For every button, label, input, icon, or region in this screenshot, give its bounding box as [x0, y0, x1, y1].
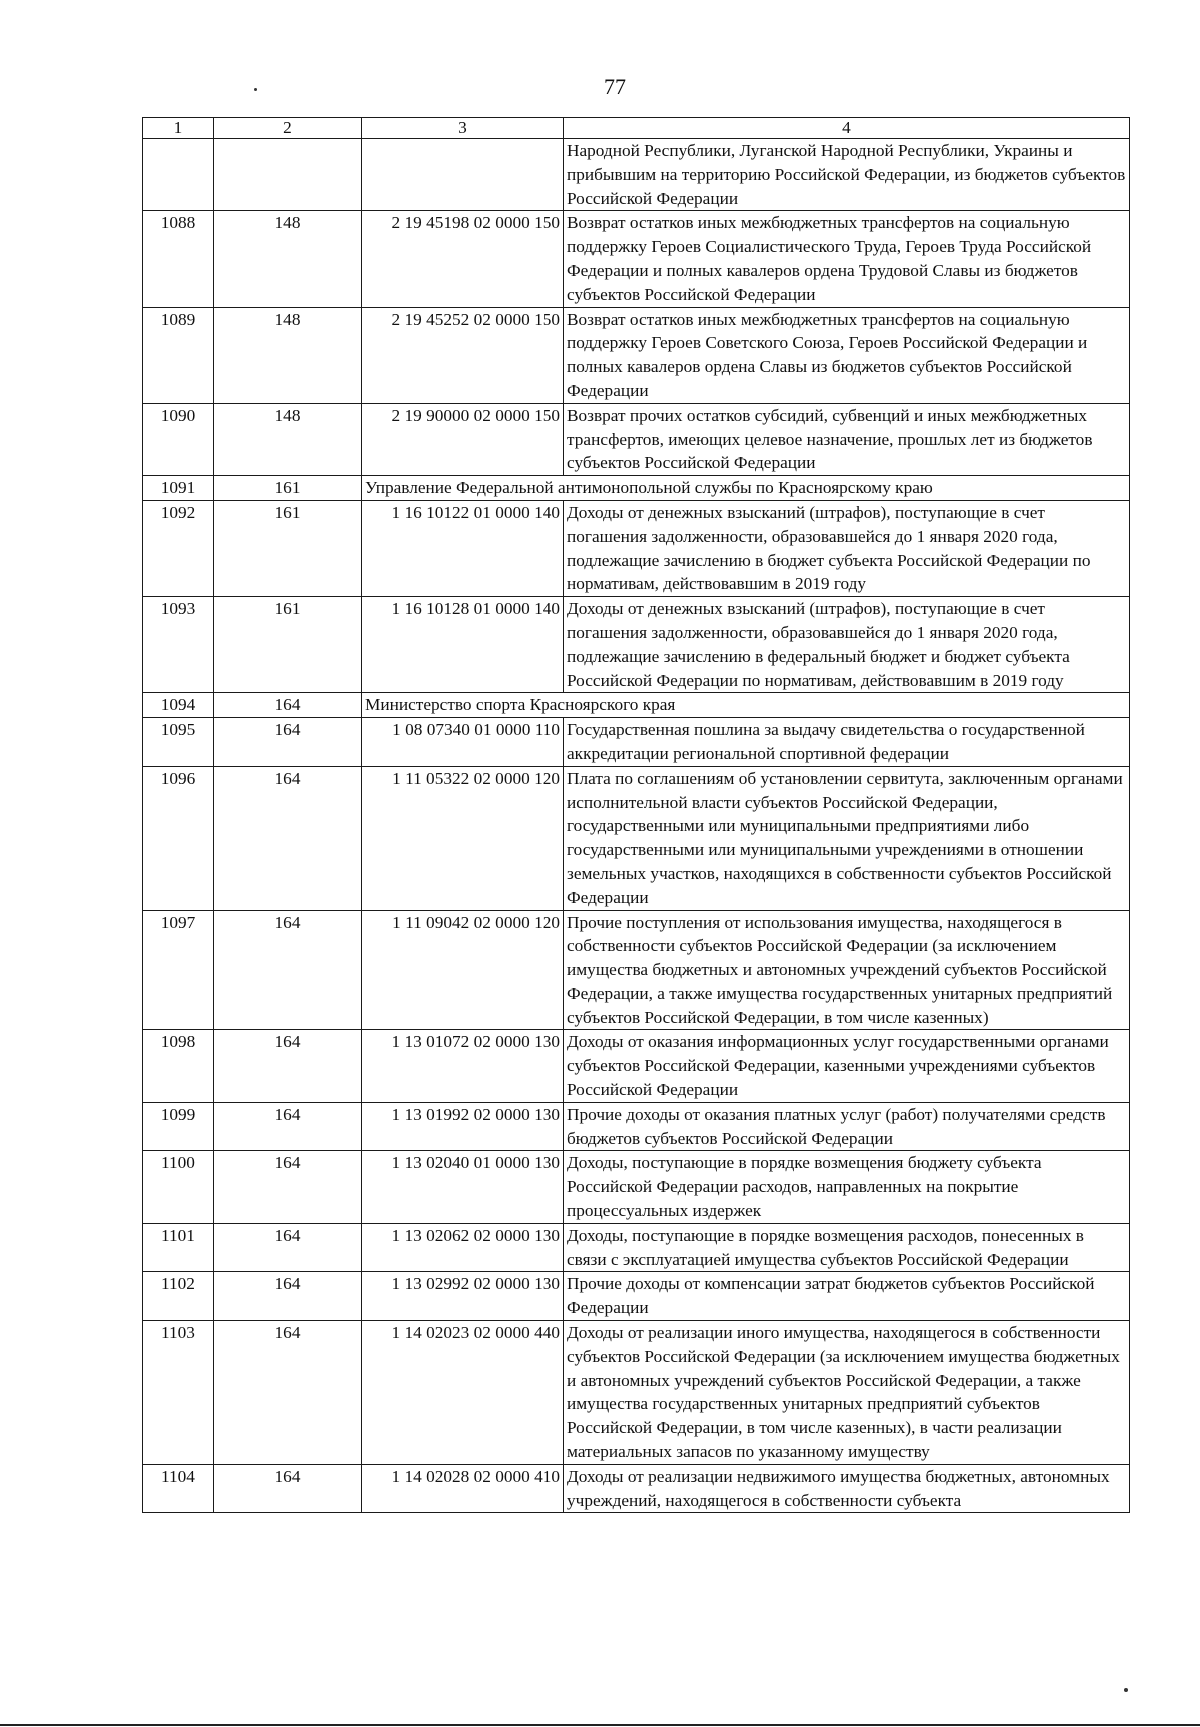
scan-edge-line	[0, 1724, 1200, 1726]
admin-code: 148	[214, 211, 362, 307]
revenue-name: Доходы от денежных взысканий (штрафов), поступающие в счет погашения задолженности, образовавшейся до 1 января 2020 года, подлежащие зачислению в федеральный бюджет и бюджет субъекта Российской Федерации по нормативам, действовавшим в 2019 году	[564, 597, 1130, 693]
department-name: Управление Федеральной антимонопольной службы по Красноярскому краю	[362, 476, 1130, 501]
row-number: 1092	[143, 500, 214, 596]
table-row	[143, 597, 1130, 693]
admin-code: 164	[214, 766, 362, 910]
revenue-name: Доходы, поступающие в порядке возмещения бюджету субъекта Российской Федерации расходов, направленных на покрытие процессуальных издержек	[564, 1151, 1130, 1223]
table-row	[143, 1151, 1130, 1223]
admin-code: 148	[214, 307, 362, 403]
revenue-name: Доходы от реализации недвижимого имущества бюджетных, автономных учреждений, находящегося в собственности субъекта	[564, 1464, 1130, 1513]
row-number: 1095	[143, 718, 214, 767]
admin-code: 148	[214, 403, 362, 475]
row-number: 1089	[143, 307, 214, 403]
budget-classification-code: 1 08 07340 01 0000 110	[362, 718, 564, 767]
table-row	[143, 1223, 1130, 1272]
budget-classification-code: 1 14 02023 02 0000 440	[362, 1321, 564, 1465]
table-row	[143, 1321, 1130, 1465]
table-row	[143, 718, 1130, 767]
row-number: 1088	[143, 211, 214, 307]
table-row	[143, 211, 1130, 307]
budget-classification-code: 1 13 01072 02 0000 130	[362, 1030, 564, 1102]
row-number: 1094	[143, 693, 214, 718]
revenue-name: Прочие доходы от компенсации затрат бюджетов субъектов Российской Федерации	[564, 1272, 1130, 1321]
admin-code: 164	[214, 1272, 362, 1321]
table-row	[143, 500, 1130, 596]
revenue-name: Доходы, поступающие в порядке возмещения расходов, понесенных в связи с эксплуатацией имущества субъектов Российской Федерации	[564, 1223, 1130, 1272]
table-row	[143, 1102, 1130, 1151]
scan-dot	[254, 88, 257, 91]
empty-cell	[214, 139, 362, 211]
budget-classification-code: 1 13 02062 02 0000 130	[362, 1223, 564, 1272]
admin-code: 164	[214, 1030, 362, 1102]
budget-classification-code: 1 16 10122 01 0000 140	[362, 500, 564, 596]
scan-dot	[1124, 1688, 1128, 1692]
row-number: 1104	[143, 1464, 214, 1513]
row-number: 1098	[143, 1030, 214, 1102]
revenue-name: Доходы от реализации иного имущества, находящегося в собственности субъектов Российской Федерации (за исключением имущества бюджетных и автономных учреждений субъектов Российской Федерации, а также имущества государственных унитарных предприятий субъектов Российской Федерации, в том числе казенных), в части реализации материальных запасов по указанному имуществу	[564, 1321, 1130, 1465]
budget-classification-code: 2 19 45198 02 0000 150	[362, 211, 564, 307]
table-body	[143, 118, 1130, 1513]
header-col-1: 1	[143, 118, 214, 139]
row-number: 1093	[143, 597, 214, 693]
table-row	[143, 910, 1130, 1030]
admin-code: 161	[214, 476, 362, 501]
budget-classification-code: 2 19 45252 02 0000 150	[362, 307, 564, 403]
revenue-name: Возврат остатков иных межбюджетных трансфертов на социальную поддержку Героев Советского Союза, Героев Российской Федерации и полных кавалеров ордена Славы из бюджетов субъектов Российской Федерации	[564, 307, 1130, 403]
revenue-codes-table	[142, 117, 1130, 1513]
header-col-4: 4	[564, 118, 1130, 139]
revenue-name: Государственная пошлина за выдачу свидетельства о государственной аккредитации региональной спортивной федерации	[564, 718, 1130, 767]
continuation-text: Народной Республики, Луганской Народной Республики, Украины и прибывшим на территорию Российской Федерации, из бюджетов субъектов Российской Федерации	[564, 139, 1130, 211]
revenue-name: Возврат прочих остатков субсидий, субвенций и иных межбюджетных трансфертов, имеющих целевое назначение, прошлых лет из бюджетов субъектов Российской Федерации	[564, 403, 1130, 475]
admin-code: 164	[214, 718, 362, 767]
admin-code: 164	[214, 1464, 362, 1513]
table-row	[143, 1030, 1130, 1102]
budget-classification-code: 1 13 01992 02 0000 130	[362, 1102, 564, 1151]
revenue-name: Возврат остатков иных межбюджетных трансфертов на социальную поддержку Героев Социалистического Труда, Героев Труда Российской Федерации и полных кавалеров ордена Трудовой Славы из бюджетов субъектов Российской Федерации	[564, 211, 1130, 307]
table-row	[143, 1464, 1130, 1513]
continuation-row	[143, 139, 1130, 211]
row-number: 1090	[143, 403, 214, 475]
admin-code: 161	[214, 500, 362, 596]
revenue-name: Прочие доходы от оказания платных услуг (работ) получателями средств бюджетов субъектов Российской Федерации	[564, 1102, 1130, 1151]
budget-classification-code: 1 13 02992 02 0000 130	[362, 1272, 564, 1321]
admin-code: 164	[214, 910, 362, 1030]
admin-code: 164	[214, 1321, 362, 1465]
revenue-name: Плата по соглашениям об установлении сервитута, заключенным органами исполнительной власти субъектов Российской Федерации, государственными или муниципальными предприятиями либо государственными или муниципальными учреждениями в отношении земельных участков, находящихся в собственности субъектов Российской Федерации	[564, 766, 1130, 910]
table-row	[143, 693, 1130, 718]
admin-code: 161	[214, 597, 362, 693]
revenue-name: Прочие поступления от использования имущества, находящегося в собственности субъектов Российской Федерации (за исключением имущества бюджетных и автономных учреждений субъектов Российской Федерации, а также имущества государственных унитарных предприятий субъектов Российской Федерации, в том числе казенных)	[564, 910, 1130, 1030]
revenue-name: Доходы от денежных взысканий (штрафов), поступающие в счет погашения задолженности, образовавшейся до 1 января 2020 года, подлежащие зачислению в бюджет субъекта Российской Федерации по нормативам, действовавшим в 2019 году	[564, 500, 1130, 596]
table-row	[143, 403, 1130, 475]
empty-cell	[362, 139, 564, 211]
budget-classification-code: 1 11 05322 02 0000 120	[362, 766, 564, 910]
page-number: 77	[604, 74, 626, 99]
empty-cell	[143, 139, 214, 211]
row-number: 1099	[143, 1102, 214, 1151]
table-row	[143, 307, 1130, 403]
admin-code: 164	[214, 693, 362, 718]
admin-code: 164	[214, 1151, 362, 1223]
row-number: 1091	[143, 476, 214, 501]
budget-classification-code: 1 16 10128 01 0000 140	[362, 597, 564, 693]
row-number: 1097	[143, 910, 214, 1030]
table-row	[143, 766, 1130, 910]
table-header-row	[143, 118, 1130, 139]
department-name: Министерство спорта Красноярского края	[362, 693, 1130, 718]
row-number: 1102	[143, 1272, 214, 1321]
budget-classification-code: 1 14 02028 02 0000 410	[362, 1464, 564, 1513]
table-row	[143, 476, 1130, 501]
row-number: 1096	[143, 766, 214, 910]
header-col-3: 3	[362, 118, 564, 139]
revenue-name: Доходы от оказания информационных услуг государственными органами субъектов Российской Федерации, казенными учреждениями субъектов Российской Федерации	[564, 1030, 1130, 1102]
header-col-2: 2	[214, 118, 362, 139]
budget-classification-code: 1 13 02040 01 0000 130	[362, 1151, 564, 1223]
table-row	[143, 1272, 1130, 1321]
budget-classification-code: 2 19 90000 02 0000 150	[362, 403, 564, 475]
row-number: 1103	[143, 1321, 214, 1465]
row-number: 1100	[143, 1151, 214, 1223]
row-number: 1101	[143, 1223, 214, 1272]
admin-code: 164	[214, 1102, 362, 1151]
budget-classification-code: 1 11 09042 02 0000 120	[362, 910, 564, 1030]
admin-code: 164	[214, 1223, 362, 1272]
